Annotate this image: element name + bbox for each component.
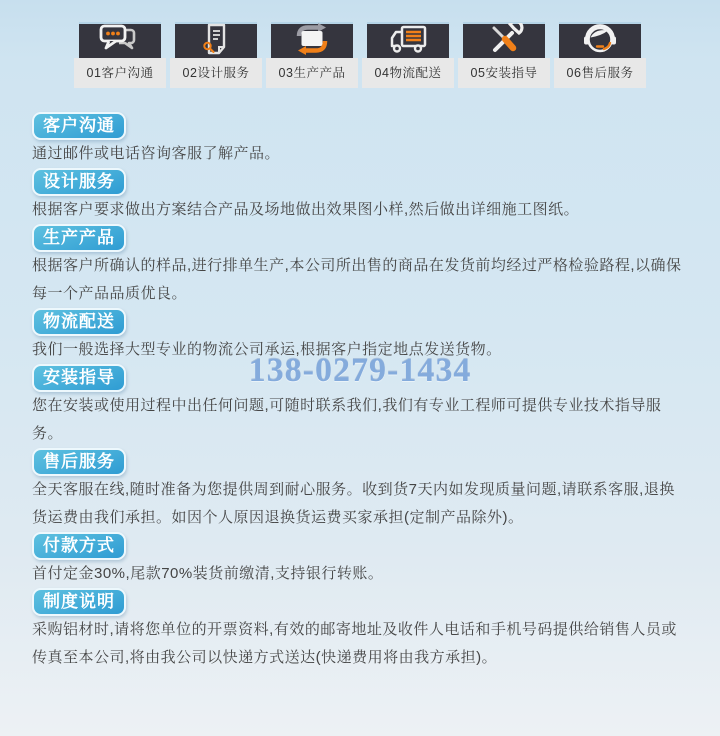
service-step	[74, 22, 166, 88]
section-body-text: 通过邮件或电话咨询客服了解产品。	[32, 145, 281, 162]
section-body-text: 根据客户要求做出方案结合产品及场地做出效果图小样,然后做出详细施工图纸。	[32, 201, 580, 218]
service-section	[32, 448, 688, 532]
section-title-badge: 安装指导	[32, 364, 126, 392]
service-section	[32, 168, 688, 224]
service-section	[32, 532, 688, 588]
section-body-text: 您在安装或使用过程中出任何问题,可随时联系我们,我们有专业工程师可提供专业技术指导服务。	[32, 397, 662, 442]
service-step-label: 04物流配送	[362, 58, 454, 88]
service-step-label: 05安装指导	[458, 58, 550, 88]
service-step	[362, 22, 454, 88]
section-body-text: 采购铝材时,请将您单位的开票资料,有效的邮寄地址及收件人电话和手机号码提供给销售人员或传真至本公司,将由我公司以快递方式送达(快递费用将由我方承担)。	[32, 621, 677, 666]
cycle-arrows-icon	[289, 23, 335, 60]
service-sections	[32, 112, 688, 672]
section-title-badge: 物流配送	[32, 308, 126, 336]
section-title-badge: 生产产品	[32, 224, 126, 252]
service-step	[170, 22, 262, 88]
document-icon	[193, 23, 239, 60]
service-step-label: 02设计服务	[170, 58, 262, 88]
service-section	[32, 224, 688, 308]
tools-icon	[481, 23, 527, 60]
section-title-badge: 售后服务	[32, 448, 126, 476]
service-step-label: 01客户沟通	[74, 58, 166, 88]
service-section	[32, 308, 688, 364]
section-title-badge: 设计服务	[32, 168, 126, 196]
section-body-text: 首付定金30%,尾款70%装货前缴清,支持银行转账。	[32, 565, 384, 582]
section-title-badge: 付款方式	[32, 532, 126, 560]
service-section	[32, 112, 688, 168]
section-body-text: 我们一般选择大型专业的物流公司承运,根据客户指定地点发送货物。	[32, 341, 502, 358]
service-step	[458, 22, 550, 88]
service-section	[32, 588, 688, 672]
service-steps-row	[74, 0, 646, 88]
service-step-label: 03生产产品	[266, 58, 358, 88]
section-body-text: 根据客户所确认的样品,进行排单生产,本公司所出售的商品在发货前均经过严格检验路程,以确保每一个产品品质优良。	[32, 257, 682, 302]
section-body-text: 全天客服在线,随时准备为您提供周到耐心服务。收到货7天内如发现质量问题,请联系客服,退换货运费由我们承担。如因个人原因退换货运费买家承担(定制产品除外)。	[32, 481, 675, 526]
section-title-badge: 客户沟通	[32, 112, 126, 140]
phone-watermark: 138-0279-1434	[248, 352, 472, 389]
chat-icon	[97, 23, 143, 60]
service-step	[266, 22, 358, 88]
service-step	[554, 22, 646, 88]
section-title-badge: 制度说明	[32, 588, 126, 616]
truck-icon	[385, 23, 431, 60]
service-section	[32, 364, 688, 448]
service-step-label: 06售后服务	[554, 58, 646, 88]
headset-icon	[577, 23, 623, 60]
